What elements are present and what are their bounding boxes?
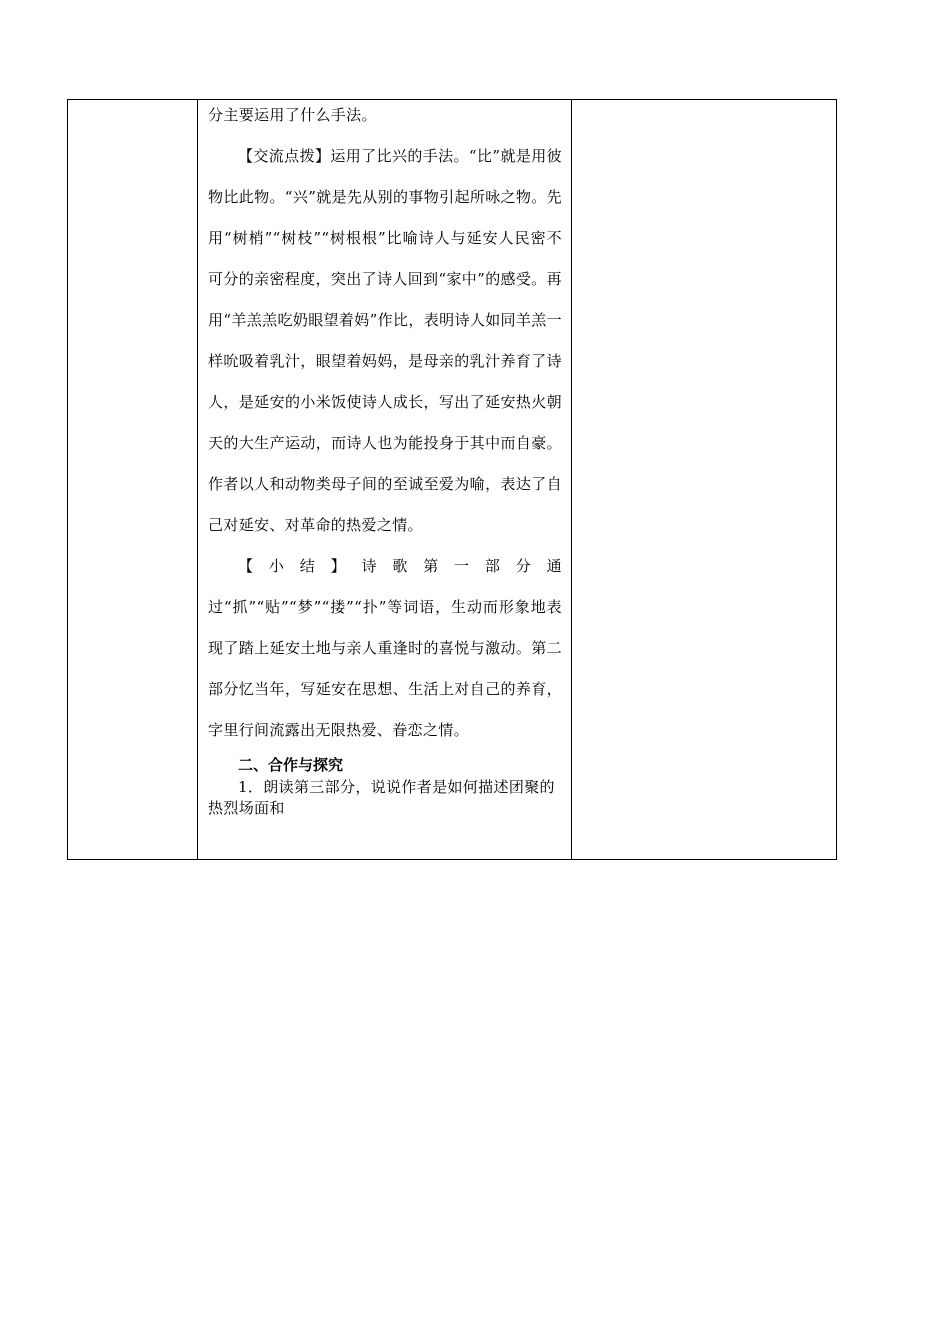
summary-paragraph xyxy=(208,546,562,751)
right-column-cell xyxy=(572,100,836,859)
intro-paragraph: 分主要运用了什么手法。 xyxy=(208,106,377,124)
summary-text: 诗歌第一部分通过“抓”“贴”“梦”“搂”“扑”等词语，生动而形象地表现了踏上延安土地与亲人重逢时的喜悦与激动。第二部分忆当年，写延安在思想、生活上对自己的养育，字里行间流露出无限热爱、眷恋之情。 xyxy=(208,557,563,739)
exchange-paragraph xyxy=(208,136,562,546)
lesson-plan-table xyxy=(67,99,837,860)
left-column-cell xyxy=(68,100,198,859)
summary-tag: 【小结】 xyxy=(238,557,362,575)
section-heading: 二、合作与探究 xyxy=(238,756,344,774)
question-1: 1．朗读第三部分，说说作者是如何描述团聚的热烈场面和 xyxy=(208,778,555,817)
exchange-text: 运用了比兴的手法。“比”就是用彼物比此物。“兴”就是先从别的事物引起所咏之物。先用“树梢”“树枝”“树根根”比喻诗人与延安人民密不可分的亲密程度，突出了诗人回到“家中”的感受。再用“羊羔羔吃奶眼望着妈”作比，表明诗人如同羊羔一样吮吸着乳汁，眼望着妈妈，是母亲的乳汁养育了诗人，是延安的小米饭使诗人成长，写出了延安热火朝天的大生产运动，而诗人也为能投身于其中而自豪。作者以人和动物类母子间的至诚至爱为喻，表达了自己对延安、对革命的热爱之情。 xyxy=(208,147,562,534)
exchange-tag: 【交流点拨】 xyxy=(238,147,331,165)
content-column-cell xyxy=(198,100,572,859)
